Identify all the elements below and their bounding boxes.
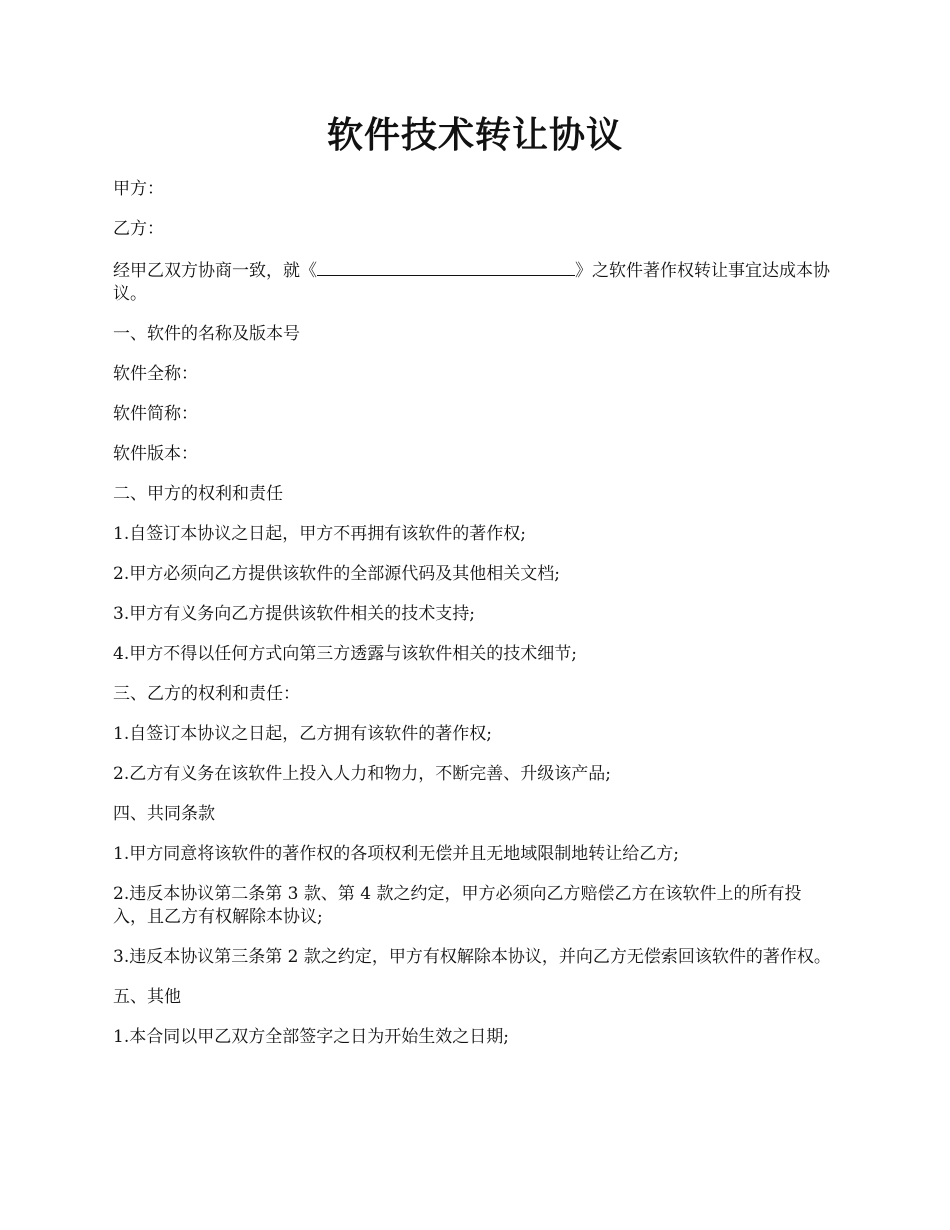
party-b-line: 乙方： bbox=[113, 219, 164, 239]
section-4-item-3: 3.违反本协议第三条第 2 款之约定，甲方有权解除本协议，并向乙方无偿索回该软件的著作权。 bbox=[113, 947, 831, 967]
section-3-heading: 三、乙方的权利和责任： bbox=[113, 684, 300, 704]
section-4-heading: 四、共同条款 bbox=[113, 804, 215, 824]
software-full-name-line: 软件全称： bbox=[113, 364, 198, 384]
intro-text-before: 经甲乙双方协商一致，就《 bbox=[113, 261, 317, 281]
section-3-item-2: 2.乙方有义务在该软件上投入人力和物力，不断完善、升级该产品; bbox=[113, 764, 611, 784]
intro-paragraph bbox=[113, 258, 835, 306]
section-3-item-1: 1.自签订本协议之日起，乙方拥有该软件的著作权; bbox=[113, 724, 492, 744]
document-body bbox=[113, 178, 835, 1066]
party-a-line: 甲方： bbox=[113, 179, 164, 199]
software-short-name-line: 软件简称： bbox=[113, 404, 198, 424]
section-5-heading: 五、其他 bbox=[113, 987, 181, 1007]
document-title: 软件技术转让协议 bbox=[326, 114, 623, 156]
section-1-heading: 一、软件的名称及版本号 bbox=[113, 324, 300, 344]
section-2-item-4: 4.甲方不得以任何方式向第三方透露与该软件相关的技术细节; bbox=[113, 644, 577, 664]
section-4-item-2: 2.违反本协议第二条第 3 款、第 4 款之约定，甲方必须向乙方赔偿乙方在该软件上的所有投入，且乙方有权解除本协议; bbox=[113, 884, 802, 927]
section-5-item-1: 1.本合同以甲乙双方全部签字之日为开始生效之日期; bbox=[113, 1027, 509, 1047]
intro-text-after: 》之软件著作权转让事宜达成本协议。 bbox=[113, 261, 830, 304]
section-2-item-1: 1.自签订本协议之日起，甲方不再拥有该软件的著作权; bbox=[113, 524, 526, 544]
software-version-line: 软件版本： bbox=[113, 444, 198, 464]
section-2-heading: 二、甲方的权利和责任 bbox=[113, 484, 283, 504]
software-name-blank bbox=[317, 258, 575, 276]
section-2-item-3: 3.甲方有义务向乙方提供该软件相关的技术支持; bbox=[113, 604, 475, 624]
section-4-item-1: 1.甲方同意将该软件的著作权的各项权利无偿并且无地域限制地转让给乙方; bbox=[113, 844, 679, 864]
section-2-item-2: 2.甲方必须向乙方提供该软件的全部源代码及其他相关文档; bbox=[113, 564, 560, 584]
